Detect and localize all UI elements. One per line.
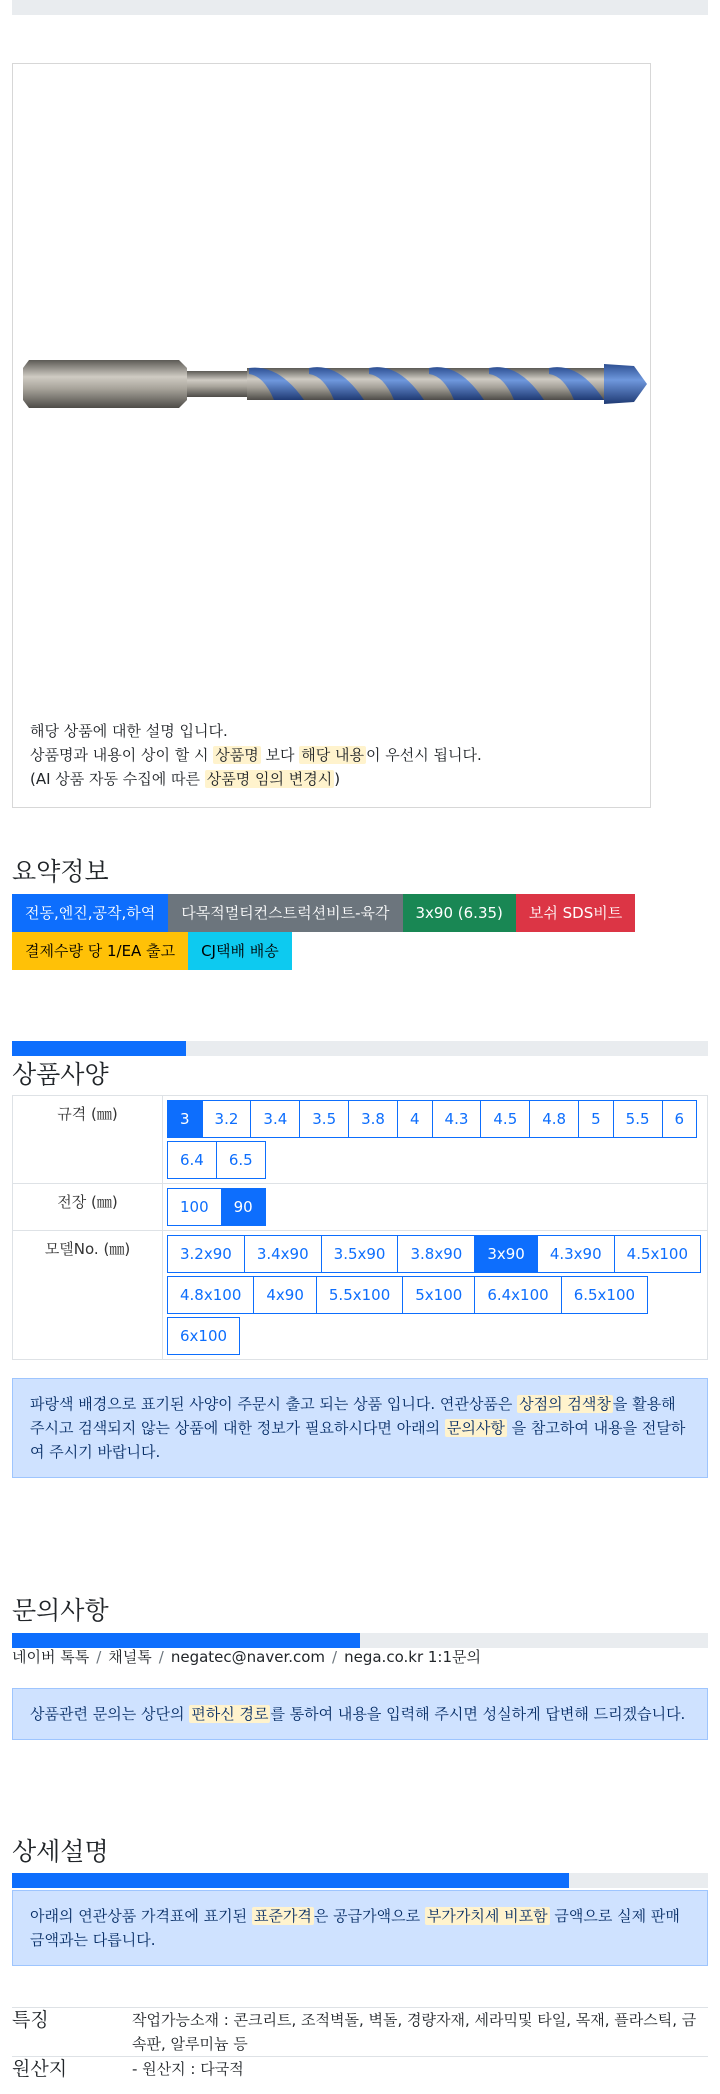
spec-option-button[interactable]: 90 xyxy=(221,1188,266,1226)
spec-table xyxy=(12,1095,708,1360)
contact-site-inquiry[interactable]: nega.co.kr 1:1문의 xyxy=(344,1648,481,1666)
spec-row-length xyxy=(13,1184,708,1231)
summary-title: 요약정보 xyxy=(12,857,109,886)
spec-option-button[interactable]: 3.5 xyxy=(299,1100,349,1138)
detail-row-origin xyxy=(12,2057,708,2082)
spec-option-button[interactable]: 4.8 xyxy=(529,1100,579,1138)
spec-option-button[interactable]: 5 xyxy=(578,1100,614,1138)
spec-option-button[interactable]: 3.8 xyxy=(348,1100,398,1138)
spec-row-size xyxy=(13,1096,708,1184)
detail-key-feature: 특징 xyxy=(12,2008,132,2057)
spec-option-button[interactable]: 3 xyxy=(167,1100,203,1138)
spec-option-button[interactable]: 3x90 xyxy=(474,1235,538,1273)
detail-table xyxy=(12,2007,708,2081)
summary-progress xyxy=(12,1041,708,1056)
spec-option-button[interactable]: 4.5x100 xyxy=(614,1235,701,1273)
spec-option-button[interactable]: 3.4x90 xyxy=(244,1235,322,1273)
detail-notice: 아래의 연관상품 가격표에 표기된 표준가격 은 공급가액으로 부가가치세 비포함 금액으로 실제 판매금액과는 다릅니다. xyxy=(12,1890,708,1966)
spec-option-button[interactable]: 4.3x90 xyxy=(537,1235,615,1273)
detail-progress-bar xyxy=(12,1873,569,1888)
spec-option-button[interactable]: 6 xyxy=(662,1100,698,1138)
inquiry-notice: 상품관련 문의는 상단의 편하신 경로 를 통하여 내용을 입력해 주시면 성실하게 답변해 드리겠습니다. xyxy=(12,1688,708,1740)
spec-option-button[interactable]: 6.5 xyxy=(216,1141,266,1179)
spec-option-button[interactable]: 3.8x90 xyxy=(397,1235,475,1273)
size-badge: 3x90 (6.35) xyxy=(403,894,516,932)
detail-value-feature: 작업가능소재 : 콘크리트, 조적벽돌, 벽돌, 경량자재, 세라믹및 타일, 목재, 플라스틱, 금속판, 알루미늄 등 xyxy=(132,2008,708,2057)
spec-option-button[interactable]: 100 xyxy=(167,1188,222,1226)
spec-option-button[interactable]: 4.5 xyxy=(480,1100,530,1138)
product-name-badge: 다목적멀티컨스트럭션비트-육각 xyxy=(168,894,402,932)
contact-channel-talk[interactable]: 채널톡 xyxy=(108,1648,152,1666)
spec-option-button[interactable]: 5x100 xyxy=(402,1276,475,1314)
spec-option-button[interactable]: 6.4 xyxy=(167,1141,217,1179)
category-badge: 전동,엔진,공작,하역 xyxy=(12,894,168,932)
spec-option-button[interactable]: 4.3 xyxy=(432,1100,482,1138)
spec-options-model xyxy=(163,1231,708,1360)
spec-options-size xyxy=(163,1096,708,1184)
detail-key-origin: 원산지 xyxy=(12,2057,132,2082)
quantity-badge: 결제수량 당 1/EA 출고 xyxy=(12,932,188,970)
spec-option-button[interactable]: 4x90 xyxy=(253,1276,317,1314)
detail-row-feature xyxy=(12,2008,708,2057)
spec-option-button[interactable]: 6.4x100 xyxy=(474,1276,561,1314)
spec-option-button[interactable]: 4 xyxy=(397,1100,433,1138)
top-progress-track xyxy=(12,0,708,15)
image-note-line1: 해당 상품에 대한 설명 입니다. xyxy=(30,722,228,740)
spec-row-model xyxy=(13,1231,708,1360)
spec-option-button[interactable]: 4.8x100 xyxy=(167,1276,254,1314)
spec-label-size: 규격 (㎜) xyxy=(13,1096,163,1184)
summary-progress-bar xyxy=(12,1041,186,1056)
spec-option-button[interactable]: 3.2x90 xyxy=(167,1235,245,1273)
image-note-line3: (AI 상품 자동 수집에 따른 상품명 임의 변경시 ) xyxy=(30,770,341,788)
spec-options-length xyxy=(163,1184,708,1231)
inquiry-title: 문의사항 xyxy=(12,1596,109,1625)
drill-bit-image xyxy=(19,354,649,414)
image-note xyxy=(30,719,482,791)
spec-notice: 파랑색 배경으로 표기된 사양이 주문시 출고 되는 상품 입니다. 연관상품은 상점의 검색창 을 활용해 주시고 검색되지 않는 상품에 대한 정보가 필요하시다면 아래의 문의사항 을 참고하여 내용을 전달하여 주시기 바랍니다. xyxy=(12,1378,708,1478)
brand-badge: 보쉬 SDS비트 xyxy=(516,894,635,932)
spec-option-button[interactable]: 5.5x100 xyxy=(316,1276,403,1314)
contact-links: 네이버 톡톡 / 채널톡 / negatec@naver.com / nega.co.kr 1:1문의 xyxy=(12,1648,481,1666)
spec-label-model: 모델No. (㎜) xyxy=(13,1231,163,1360)
detail-progress xyxy=(12,1873,708,1888)
summary-badges xyxy=(12,894,692,970)
contact-email[interactable]: negatec@naver.com xyxy=(170,1648,326,1666)
spec-label-length: 전장 (㎜) xyxy=(13,1184,163,1231)
contact-naver-talk[interactable]: 네이버 톡톡 xyxy=(12,1648,90,1666)
spec-option-button[interactable]: 3.5x90 xyxy=(321,1235,399,1273)
detail-title: 상세설명 xyxy=(12,1837,109,1866)
spec-option-button[interactable]: 3.2 xyxy=(202,1100,252,1138)
spec-option-button[interactable]: 6.5x100 xyxy=(561,1276,648,1314)
detail-value-origin: - 원산지 : 다국적 xyxy=(132,2057,708,2082)
shipping-badge: CJ택배 배송 xyxy=(188,932,292,970)
spec-option-button[interactable]: 3.4 xyxy=(250,1100,300,1138)
image-note-line2: 상품명과 내용이 상이 할 시 상품명 보다 해당 내용 이 우선시 됩니다. xyxy=(30,746,482,764)
spec-option-button[interactable]: 6x100 xyxy=(167,1317,240,1355)
spec-option-button[interactable]: 5.5 xyxy=(613,1100,663,1138)
product-image-box xyxy=(12,63,651,808)
spec-title: 상품사양 xyxy=(12,1060,109,1089)
